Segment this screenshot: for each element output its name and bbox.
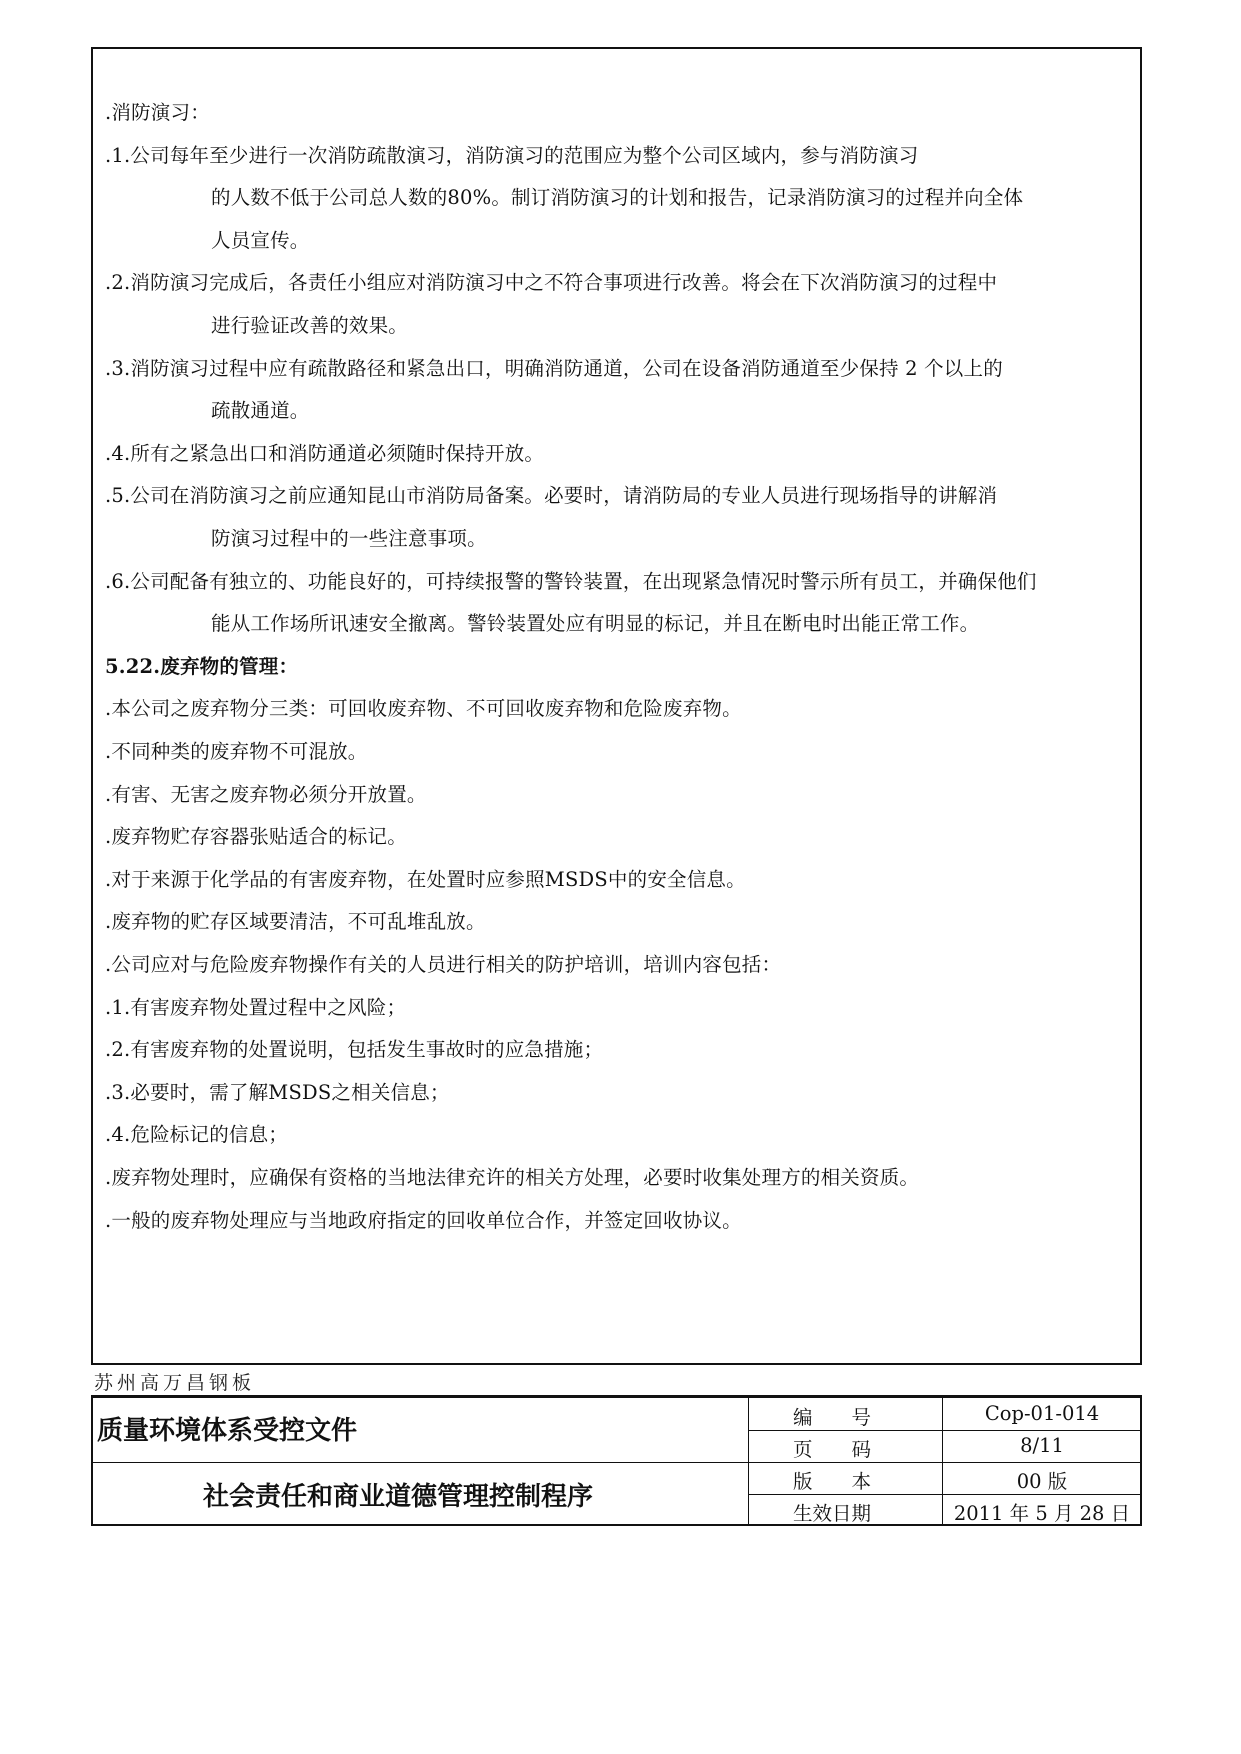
body-text-line: .消防演习：	[105, 101, 210, 124]
footer-divider	[748, 1430, 1140, 1431]
footer-divider	[748, 1494, 1140, 1495]
page-number-label: 页 码	[793, 1438, 872, 1461]
effective-date-label: 生效日期	[793, 1502, 872, 1525]
body-text-line: .有害、无害之废弃物必须分开放置。	[105, 782, 427, 806]
footer-divider	[748, 1462, 1140, 1463]
version-value: 00 版	[1016, 1470, 1068, 1493]
body-text-line: .不同种类的废弃物不可混放。	[105, 740, 368, 763]
body-text-line: 人员宣传。	[211, 228, 310, 252]
body-text-line: .2.消防演习完成后，各责任小组应对消防演习中之不符合事项进行改善。将会在下次消防演习的过程中	[105, 271, 998, 295]
body-text-line: .1.有害废弃物处置过程中之风险；	[105, 995, 407, 1019]
body-text-line: .4.所有之紧急出口和消防通道必须随时保持开放。	[105, 441, 545, 465]
body-text-line: .2.有害废弃物的处置说明，包括发生事故时的应急措施；	[105, 1038, 604, 1062]
body-text-line: .废弃物贮存容器张贴适合的标记。	[105, 825, 407, 849]
company-name: 苏州高万昌钢板	[94, 1372, 256, 1394]
body-text-line: .6.公司配备有独立的、功能良好的，可持续报警的警铃装置，在出现紧急情况时警示所有员工，并确保他们	[105, 569, 1037, 593]
doc-number-label: 编 号	[793, 1406, 872, 1429]
body-text-line: 防演习过程中的一些注意事项。	[211, 527, 487, 550]
body-text-line: 的人数不低于公司总人数的80%。制订消防演习的计划和报告，记录消防演习的过程并向全体	[211, 186, 1024, 210]
footer-divider	[942, 1398, 943, 1524]
body-text-line: .公司应对与危险废弃物操作有关的人员进行相关的防护培训，培训内容包括：	[105, 953, 782, 976]
body-text-line: .4.危险标记的信息；	[105, 1123, 289, 1147]
effective-date-value: 2011 年 5 月 28 日	[953, 1502, 1131, 1525]
document-type-title: 质量环境体系受控文件	[97, 1416, 358, 1446]
document-body	[91, 47, 1142, 1365]
procedure-title: 社会责任和商业道德管理控制程序	[203, 1482, 594, 1512]
doc-number-value: Cop-01-014	[984, 1402, 1100, 1425]
body-text-line: .一般的废弃物处理应与当地政府指定的回收单位合作，并签定回收协议。	[105, 1208, 742, 1232]
body-text-line: .对于来源于化学品的有害废弃物，在处置时应参照MSDS中的安全信息。	[105, 867, 746, 891]
body-text-line: 进行验证改善的效果。	[211, 314, 409, 337]
body-text-line: .3.消防演习过程中应有疏散路径和紧急出口，明确消防通道，公司在设备消防通道至少保持 2 个以上的	[105, 356, 1003, 380]
footer-divider	[93, 1462, 748, 1463]
body-text-line: 疏散通道。	[211, 399, 310, 423]
body-text-line: 能从工作场所讯速安全撤离。警铃装置处应有明显的标记，并且在断电时出能正常工作。	[211, 612, 980, 636]
body-text-line: .1.公司每年至少进行一次消防疏散演习，消防演习的范围应为整个公司区域内，参与消防演习	[105, 143, 919, 167]
body-text-line: .本公司之废弃物分三类：可回收废弃物、不可回收废弃物和危险废弃物。	[105, 697, 742, 721]
body-text-line: .3.必要时，需了解MSDS之相关信息；	[105, 1080, 450, 1104]
page-number-value: 8/11	[1020, 1434, 1064, 1457]
document-footer-table	[91, 1395, 1142, 1526]
body-text-line: .5.公司在消防演习之前应通知昆山市消防局备案。必要时，请消防局的专业人员进行现场指导的讲解消	[105, 484, 998, 508]
footer-divider	[748, 1398, 749, 1524]
section-heading: 5.22.废弃物的管理：	[105, 654, 299, 678]
version-label: 版 本	[793, 1470, 872, 1493]
body-text-line: .废弃物的贮存区域要清洁，不可乱堆乱放。	[105, 910, 486, 934]
body-text-line: .废弃物处理时，应确保有资格的当地法律充许的相关方处理，必要时收集处理方的相关资质。	[105, 1166, 920, 1189]
